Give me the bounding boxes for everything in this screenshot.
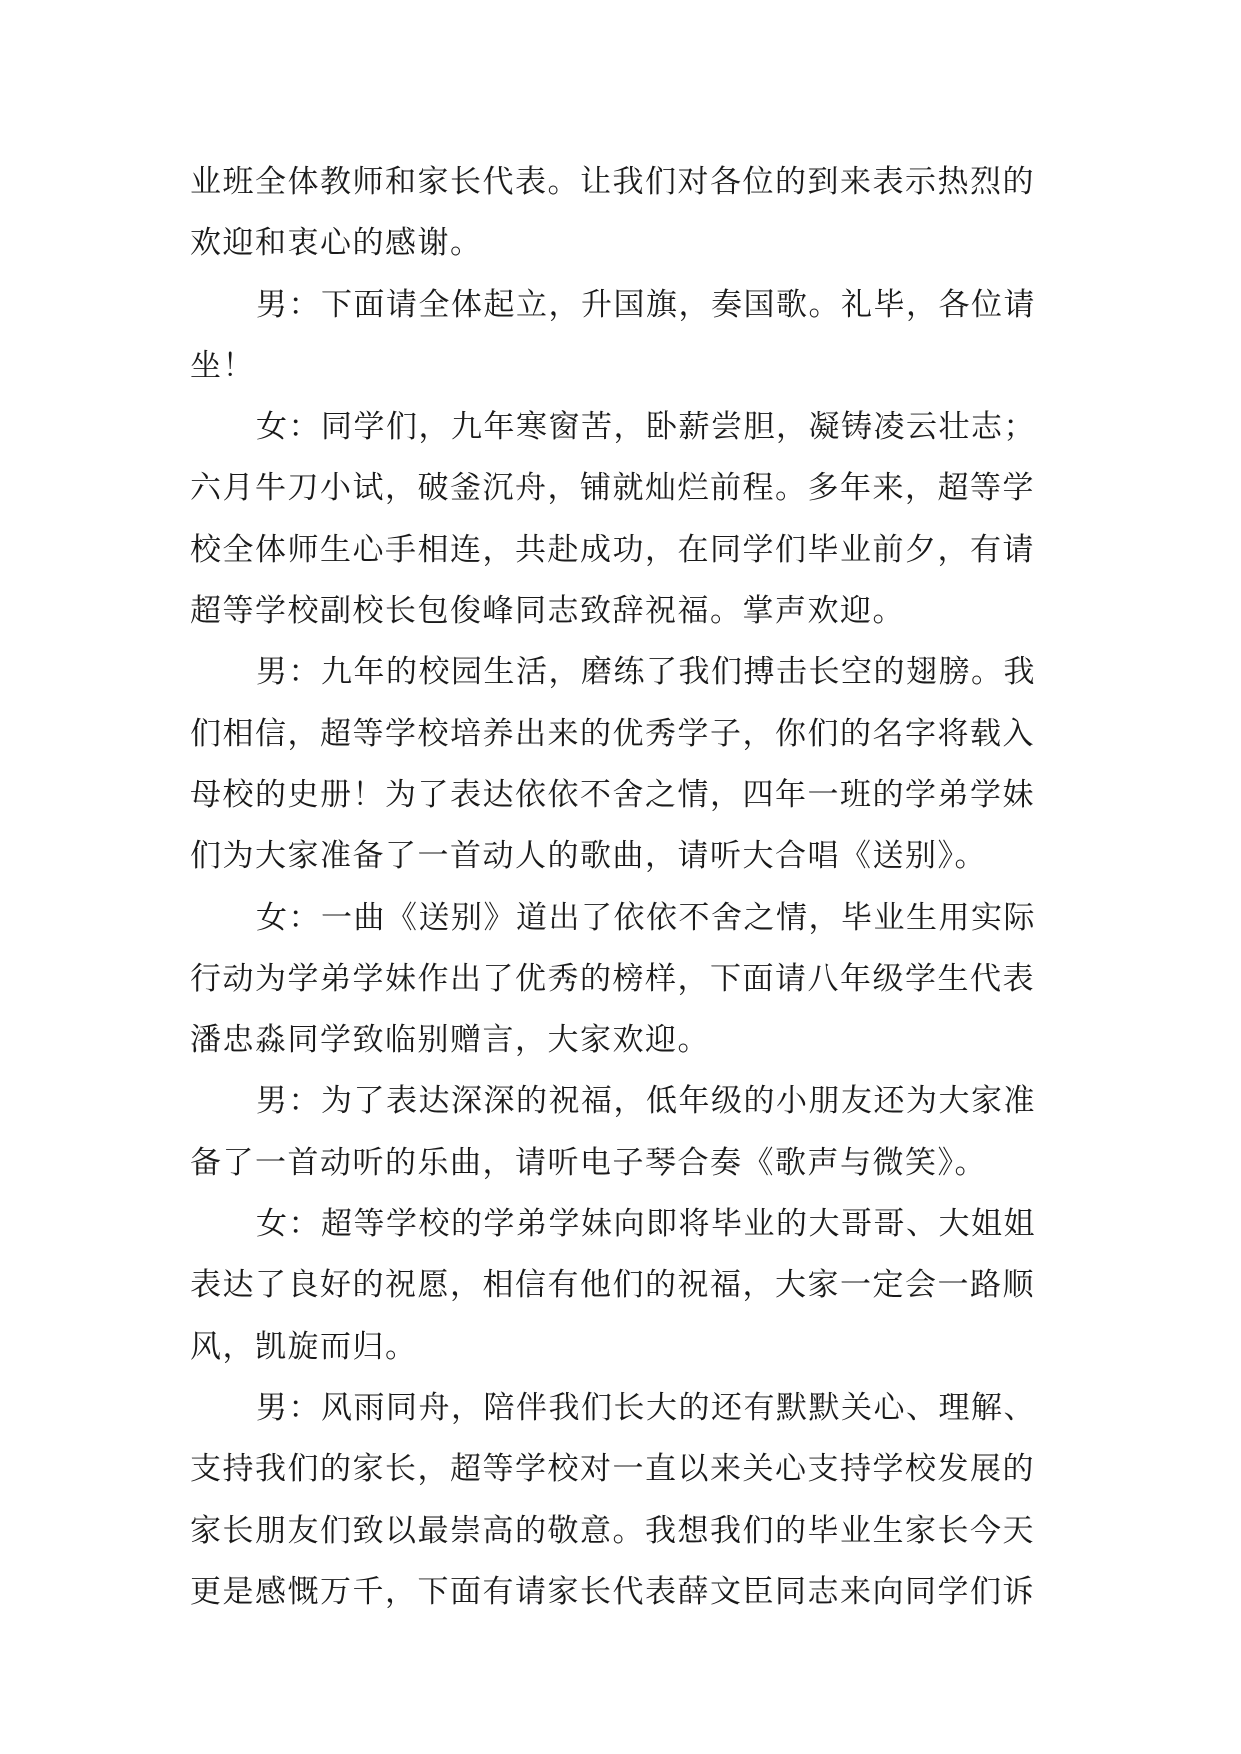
text-line: 男：为了表达深深的祝福，低年级的小朋友还为大家准 (256, 1083, 1036, 1120)
text-line: 潘忠淼同学致临别赠言，大家欢迎。 (190, 1022, 710, 1059)
text-line: 男：下面请全体起立，升国旗，奏国歌。礼毕，各位请 (256, 286, 1036, 323)
text-line: 欢迎和衷心的感谢。 (190, 225, 483, 262)
text-line: 更是感慨万千，下面有请家长代表薛文臣同志来向同学们诉 (190, 1573, 1035, 1610)
text-line: 超等学校副校长包俊峰同志致辞祝福。掌声欢迎。 (190, 593, 905, 630)
text-line: 支持我们的家长，超等学校对一直以来关心支持学校发展的 (190, 1451, 1035, 1488)
text-line: 六月牛刀小试，破釜沉舟，铺就灿烂前程。多年来，超等学 (190, 470, 1035, 507)
text-line: 风，凯旋而归。 (190, 1328, 418, 1365)
text-line: 男：风雨同舟，陪伴我们长大的还有默默关心、理解、 (256, 1389, 1036, 1426)
text-line: 男：九年的校园生活，磨练了我们搏击长空的翅膀。我 (256, 654, 1036, 691)
document-body (190, 152, 1055, 1623)
text-line: 家长朋友们致以最崇高的敬意。我想我们的毕业生家长今天 (190, 1512, 1035, 1549)
text-line: 校全体师生心手相连，共赴成功，在同学们毕业前夕，有请 (190, 531, 1035, 568)
text-line: 们相信，超等学校培养出来的优秀学子，你们的名字将载入 (190, 715, 1035, 752)
text-line: 女：一曲《送别》道出了依依不舍之情，毕业生用实际 (256, 899, 1036, 936)
text-line: 表达了良好的祝愿，相信有他们的祝福，大家一定会一路顺 (190, 1267, 1035, 1304)
text-line: 们为大家准备了一首动人的歌曲，请听大合唱《送别》。 (190, 838, 987, 875)
text-line: 女：超等学校的学弟学妹向即将毕业的大哥哥、大姐姐 (256, 1206, 1036, 1243)
text-line: 业班全体教师和家长代表。让我们对各位的到来表示热烈的 (190, 164, 1035, 200)
text-line: 行动为学弟学妹作出了优秀的榜样，下面请八年级学生代表 (190, 960, 1035, 997)
text-line: 备了一首动听的乐曲，请听电子琴合奏《歌声与微笑》。 (190, 1144, 987, 1181)
text-line: 坐！ (190, 347, 255, 384)
text-line: 女：同学们，九年寒窗苦，卧薪尝胆，凝铸凌云壮志； (256, 409, 1036, 446)
text-line: 母校的史册！为了表达依依不舍之情，四年一班的学弟学妹 (190, 776, 1035, 813)
